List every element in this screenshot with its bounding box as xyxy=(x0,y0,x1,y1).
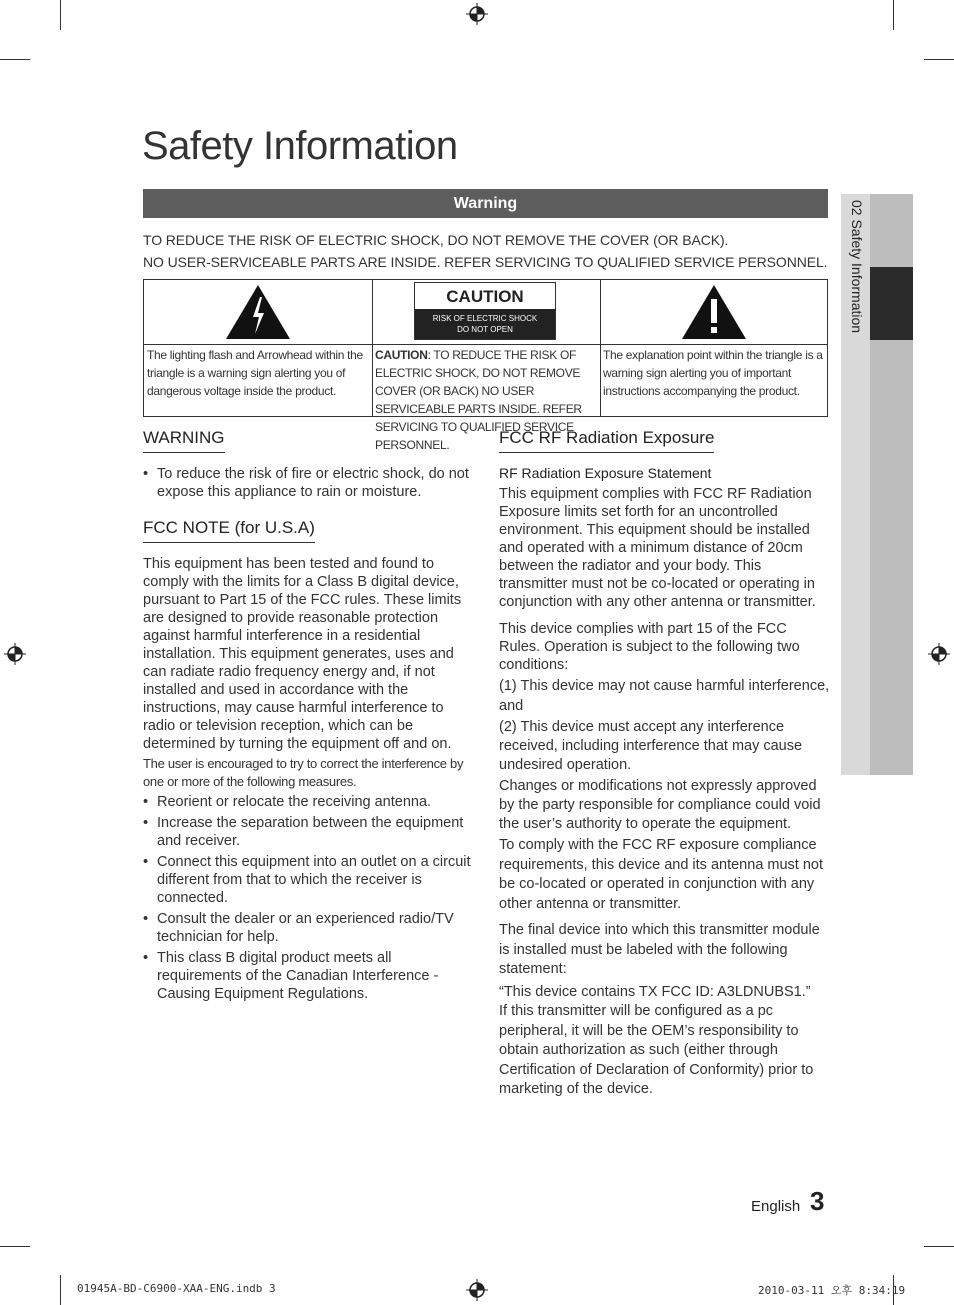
crop-mark xyxy=(924,1246,954,1247)
crop-mark xyxy=(60,1275,61,1305)
fcc-note-heading: FCC NOTE (for U.S.A) xyxy=(143,518,315,543)
warning-bar: Warning xyxy=(143,189,828,218)
fcc-note-body: This equipment has been tested and found to comply with the limits for a Class B digital device, pursuant to Part 15 of the FCC rules. These limits are designed to provide reasonable protection against harmful interference in a residential installation. This equipment generates, uses and can radiate radio frequency energy and, if not installed and used in accordance with the instructions, may cause harmful interference to radio or television reception, which can be determined by turning the equipment off and on. xyxy=(143,556,462,752)
side-tab-marker xyxy=(870,267,913,340)
caution-sub-line: RISK OF ELECTRIC SHOCK xyxy=(432,314,538,323)
caps-warning-line: TO REDUCE THE RISK OF ELECTRIC SHOCK, DO NOT REMOVE THE COVER (OR BACK). xyxy=(143,232,729,248)
crop-mark xyxy=(0,59,30,60)
registration-mark-icon xyxy=(466,1279,488,1301)
registration-mark-icon xyxy=(928,643,950,665)
table-cell-caution xyxy=(372,280,601,452)
crop-mark xyxy=(0,1246,30,1247)
list-item: • Increase the separation between the equipment and receiver. xyxy=(143,814,473,850)
caution-title: CAUTION xyxy=(446,287,524,306)
caution-text: : TO REDUCE THE RISK OF ELECTRIC SHOCK, DO NOT REMOVE COVER (OR BACK) NO USER SERVICEABLE PARTS INSIDE. REFER SERVICING TO QUALIFIED SERVICE PERSONNEL. xyxy=(375,348,582,452)
paragraph: To comply with the FCC RF exposure compliance requirements, this device and its antenna must not be co-located or operated in conjunction with any other antenna or transmitter. xyxy=(499,837,824,912)
page-number: 3 xyxy=(810,1186,825,1216)
exclamation-warning-icon xyxy=(680,283,748,341)
lightning-description: The lighting flash and Arrowhead within the triangle is a warning sign alerting you of dangerous voltage inside the product. xyxy=(147,348,363,398)
side-tab-text: 02 Safety Information xyxy=(849,200,865,334)
caution-bold-label: CAUTION xyxy=(375,348,428,362)
page-title: Safety Information xyxy=(142,124,458,168)
rf-exposure-subheading: RF Radiation Exposure Statement xyxy=(499,465,712,481)
paragraph: This device complies with part 15 of the FCC Rules. Operation is subject to the following two conditions: xyxy=(499,621,800,673)
warning-heading: WARNING xyxy=(143,428,225,453)
side-tab-label xyxy=(839,200,869,380)
left-column xyxy=(143,428,473,1003)
list-item: • Connect this equipment into an outlet on a circuit different from that to which the receiver is connected. xyxy=(143,853,473,907)
registration-mark-icon xyxy=(466,3,488,25)
fcc-note-small: The user is encouraged to try to correct the interference by one or more of the following measures. xyxy=(143,756,464,789)
paragraph: If this transmitter will be configured as a pc peripheral, it will be the OEM’s responsibility to obtain authorization as such (either through Certification of Declaration of Conformity) prior to marketing of the device. xyxy=(499,1003,814,1097)
paragraph: (1) This device may not cause harmful interference, and xyxy=(499,678,830,714)
rf-exposure-heading: FCC RF Radiation Exposure xyxy=(499,428,714,453)
caution-sub-line: DO NOT OPEN xyxy=(457,325,513,334)
list-item: • Consult the dealer or an experienced radio/TV technician for help. xyxy=(143,910,473,946)
paragraph: The final device into which this transmitter module is installed must be labeled with the following statement: xyxy=(499,922,820,977)
right-column xyxy=(499,428,830,1100)
print-timestamp: 2010-03-11 오후 8:34:19 xyxy=(758,1284,906,1297)
table-cell-exclamation xyxy=(600,280,827,416)
list-item: • This class B digital product meets all requirements of the Canadian Interference - Causing Equipment Regulations. xyxy=(143,949,473,1003)
caution-label-box xyxy=(414,282,556,340)
list-item: • To reduce the risk of fire or electric shock, do not expose this appliance to rain or moisture. xyxy=(143,465,473,501)
lightning-warning-icon xyxy=(224,283,292,341)
table-cell-lightning xyxy=(144,280,373,416)
paragraph: (2) This device must accept any interference received, including interference that may cause undesired operation. xyxy=(499,719,803,773)
crop-mark xyxy=(893,0,894,30)
footer-language: English xyxy=(751,1198,801,1215)
paragraph: Changes or modifications not expressly approved by the party responsible for compliance could void the user’s authority to operate the equipment. xyxy=(499,778,821,832)
caps-warning-line: NO USER-SERVICEABLE PARTS ARE INSIDE. REFER SERVICING TO QUALIFIED SERVICE PERSONNEL. xyxy=(143,254,828,270)
crop-mark xyxy=(60,0,61,30)
paragraph: This equipment complies with FCC RF Radiation Exposure limits set forth for an uncontrolled environment. This equipment should be installed and operated with a minimum distance of 20cm between the radiator and your body. This transmitter must not be co-located or operating in conjunction with any other antenna or transmitter. xyxy=(499,486,816,610)
registration-mark-icon xyxy=(4,643,26,665)
fcc-id-statement: “This device contains TX FCC ID: A3LDNUBS1.” xyxy=(499,983,811,1000)
caution-subtitle xyxy=(415,309,555,339)
crop-mark xyxy=(924,59,954,60)
print-file-name: 01945A-BD-C6900-XAA-ENG.indb 3 xyxy=(77,1282,276,1295)
list-item: • Reorient or relocate the receiving antenna. xyxy=(143,793,473,811)
exclamation-description: The explanation point within the triangle is a warning sign alerting you of important instructions accompanying the product. xyxy=(603,348,823,398)
